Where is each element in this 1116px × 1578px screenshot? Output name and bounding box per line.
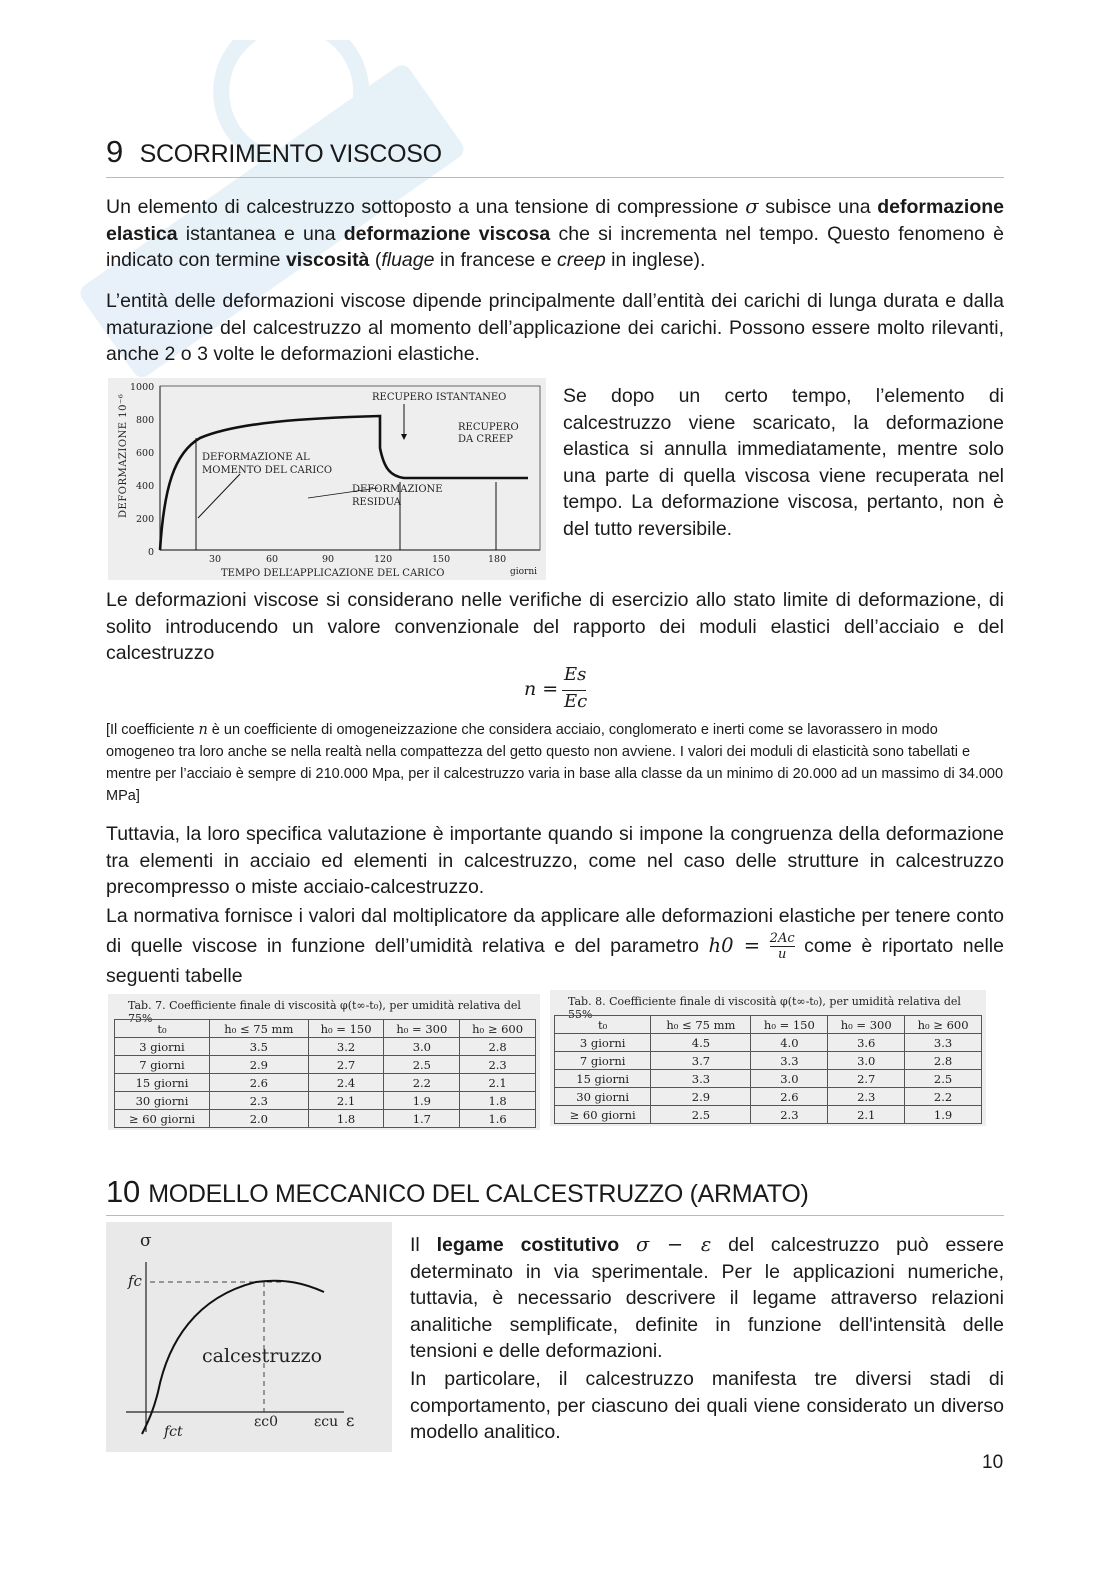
label-def-carico-2: MOMENTO DEL CARICO <box>202 465 333 476</box>
ytick-0: 0 <box>148 547 155 558</box>
paragraph-tuttavia: Tuttavia, la loro specifica valutazione è importante quando si impone la congruenza della deformazione tra elementi in acciaio ed elementi in calcestruzzo, come nel caso delle strutture in calcestruzzo precompresso o miste acciaio-calcestruzzo. <box>106 823 1004 898</box>
xtick-180: 180 <box>488 554 507 565</box>
ytick-600: 600 <box>136 448 155 459</box>
curve-label-calcestruzzo: calcestruzzo <box>202 1345 323 1367</box>
tab8-caption: Tab. 8. Coefficiente finale di viscosità φ(t∞-t₀), per umidità relativa del 55% <box>568 995 961 1021</box>
table-row: 30 giorni 2.3 2.1 1.9 1.8 <box>115 1092 536 1110</box>
xtick-30: 30 <box>209 554 222 565</box>
xtick-150: 150 <box>432 554 451 565</box>
table-row: 3 giorni 4.5 4.0 3.6 3.3 <box>555 1034 982 1052</box>
paragraph-stadi: In particolare, il calcestruzzo manifesta tre diversi stadi di comportamento, per ciascuno dei quali viene considerato un diverso modello analitico. <box>410 1368 1004 1443</box>
section-10-number: 10 <box>106 1174 140 1209</box>
section-9-heading <box>106 134 442 170</box>
xtick-60: 60 <box>266 554 279 565</box>
formula-numerator: Es <box>564 664 587 685</box>
label-def-carico-1: DEFORMAZIONE AL <box>202 452 310 463</box>
ytick-400: 400 <box>136 481 155 492</box>
table-row: ≥ 60 giorni 2.5 2.3 2.1 1.9 <box>555 1106 982 1124</box>
table-row: 7 giorni 3.7 3.3 3.0 2.8 <box>555 1052 982 1070</box>
ytick-800: 800 <box>136 415 155 426</box>
formula-denominator: Ec <box>564 691 588 712</box>
table-row: 30 giorni 2.9 2.6 2.3 2.2 <box>555 1088 982 1106</box>
section-9-number: 9 <box>106 134 123 169</box>
sigma-symbol: σ <box>745 195 759 218</box>
fct-label: fct <box>164 1424 183 1440</box>
table-row: 15 giorni 3.3 3.0 2.7 2.5 <box>555 1070 982 1088</box>
note-coefficiente: [Il coefficiente n è un coefficiente di omogeneizzazione che considera acciaio, conglomerato e inerti come se lavorassero in modo omogeneo tra loro anche se nella realtà nella compattezza del getto questo non avviene. I valori dei moduli di elasticità sono tabellati e mentre per l’acciaio è sempre di 210.000 Mpa, per il calcestruzzo varia in base alla classe da un minimo di 20.000 ad un massimo di 34.000 MPa] <box>106 722 1004 804</box>
paragraph-unload: Se dopo un certo tempo, l’elemento di calcestruzzo viene scaricato, la deformazione elastica si annulla immediatamente, mentre solo una parte di quella viscosa viene recuperata nel tempo. La deformazione viscosa, pertanto, non è del tutto reversibile. <box>563 385 1004 540</box>
tab7-caption: Tab. 7. Coefficiente finale di viscosità φ(t∞-t₀), per umidità relativa del 75% <box>128 999 521 1025</box>
chart-ylabel: DEFORMAZIONE 10⁻⁶ <box>118 393 129 518</box>
section-10-title: MODELLO MECCANICO DEL CALCESTRUZZO (ARMATO) <box>148 1180 809 1208</box>
tab7-table <box>114 1019 536 1128</box>
tab8-scan <box>550 990 986 1126</box>
ytick-200: 200 <box>136 514 155 525</box>
ecu-label: εcu <box>314 1414 339 1430</box>
ytick-1000: 1000 <box>130 382 155 393</box>
creep-chart <box>108 378 546 580</box>
tab7-scan <box>108 994 540 1130</box>
paragraph-legame: Il legame costitutivo σ − ε del calcestruzzo può essere determinato in via sperimentale. Per le applicazioni numeriche, tuttavia, è necessario descrivere il legame attraverso relazioni analitiche semplificate, definite in funzione dell'intensità delle tensioni e delle deformazioni. <box>410 1233 1004 1362</box>
table-row: 15 giorni 2.6 2.4 2.2 2.1 <box>115 1074 536 1092</box>
formula-n: n = Es Ec <box>524 664 588 712</box>
heading-rule <box>106 1215 1004 1216</box>
table-row: 3 giorni 3.5 3.2 3.0 2.8 <box>115 1038 536 1056</box>
paragraph-normativa: La normativa fornisce i valori dal moltiplicatore da applicare alle deformazioni elastiche per tenere conto di quelle viscose in funzione dell’umidità relativa e del parametro h0 = $\frac{2Ac}{u}$ come è riportato nelle seguenti tabelle <box>106 905 1004 988</box>
tab8-table <box>554 1015 982 1124</box>
tab7-header-row: t₀ h₀ ≤ 75 mm h₀ = 150 h₀ = 300 h₀ ≥ 600 <box>115 1020 536 1038</box>
table-row: 7 giorni 2.9 2.7 2.5 2.3 <box>115 1056 536 1074</box>
paragraph-intro: Un elemento di calcestruzzo sottoposto a una tensione di compressione σ subisce una deformazione elastica istantanea e una deformazione viscosa che si incrementa nel tempo. Questo fenomeno è indicato con termine viscosità (fluage in francese e creep in inglese). <box>106 195 1005 271</box>
paragraph-verifiche: Le deformazioni viscose si considerano nelle verifiche di esercizio allo stato limite di deformazione, di solito introducendo un valore convenzionale del rapporto dei moduli elastici dell’acciaio e del calcestruzzo <box>106 589 1004 664</box>
sigma-axis-label: σ <box>140 1231 152 1251</box>
xtick-90: 90 <box>322 554 335 565</box>
label-recupero-istantaneo: RECUPERO ISTANTANEO <box>372 392 507 403</box>
stress-strain-figure <box>106 1222 392 1452</box>
label-def-residua-1: DEFORMAZIONE <box>352 484 443 495</box>
chart-xunit: giorni <box>510 567 538 577</box>
section-10-heading <box>106 1174 809 1210</box>
label-recupero-creep-2: DA CREEP <box>458 434 513 445</box>
chart-xlabel: TEMPO DELL’APPLICAZIONE DEL CARICO <box>221 568 445 579</box>
label-recupero-creep-1: RECUPERO <box>458 422 519 433</box>
tab8-header-row: t₀ h₀ ≤ 75 mm h₀ = 150 h₀ = 300 h₀ ≥ 600 <box>555 1016 982 1034</box>
paragraph-entity: L’entità delle deformazioni viscose dipende principalmente dall’entità dei carichi di lunga durata e dalla maturazione del calcestruzzo al momento dell’applicazione dei carichi. Possono essere molto rilevanti, anche 2 o 3 volte le deformazioni elastiche. <box>106 290 1004 365</box>
fc-label: fc <box>128 1272 142 1290</box>
ec0-label: εc0 <box>254 1414 279 1430</box>
section-9-title: SCORRIMENTO VISCOSO <box>139 140 442 168</box>
heading-rule <box>106 177 1004 178</box>
eps-axis-label: ε <box>346 1411 355 1430</box>
label-def-residua-2: RESIDUA <box>352 497 401 508</box>
xtick-120: 120 <box>374 554 393 565</box>
page-number: 10 <box>982 1452 1004 1473</box>
table-row: ≥ 60 giorni 2.0 1.8 1.7 1.6 <box>115 1110 536 1128</box>
